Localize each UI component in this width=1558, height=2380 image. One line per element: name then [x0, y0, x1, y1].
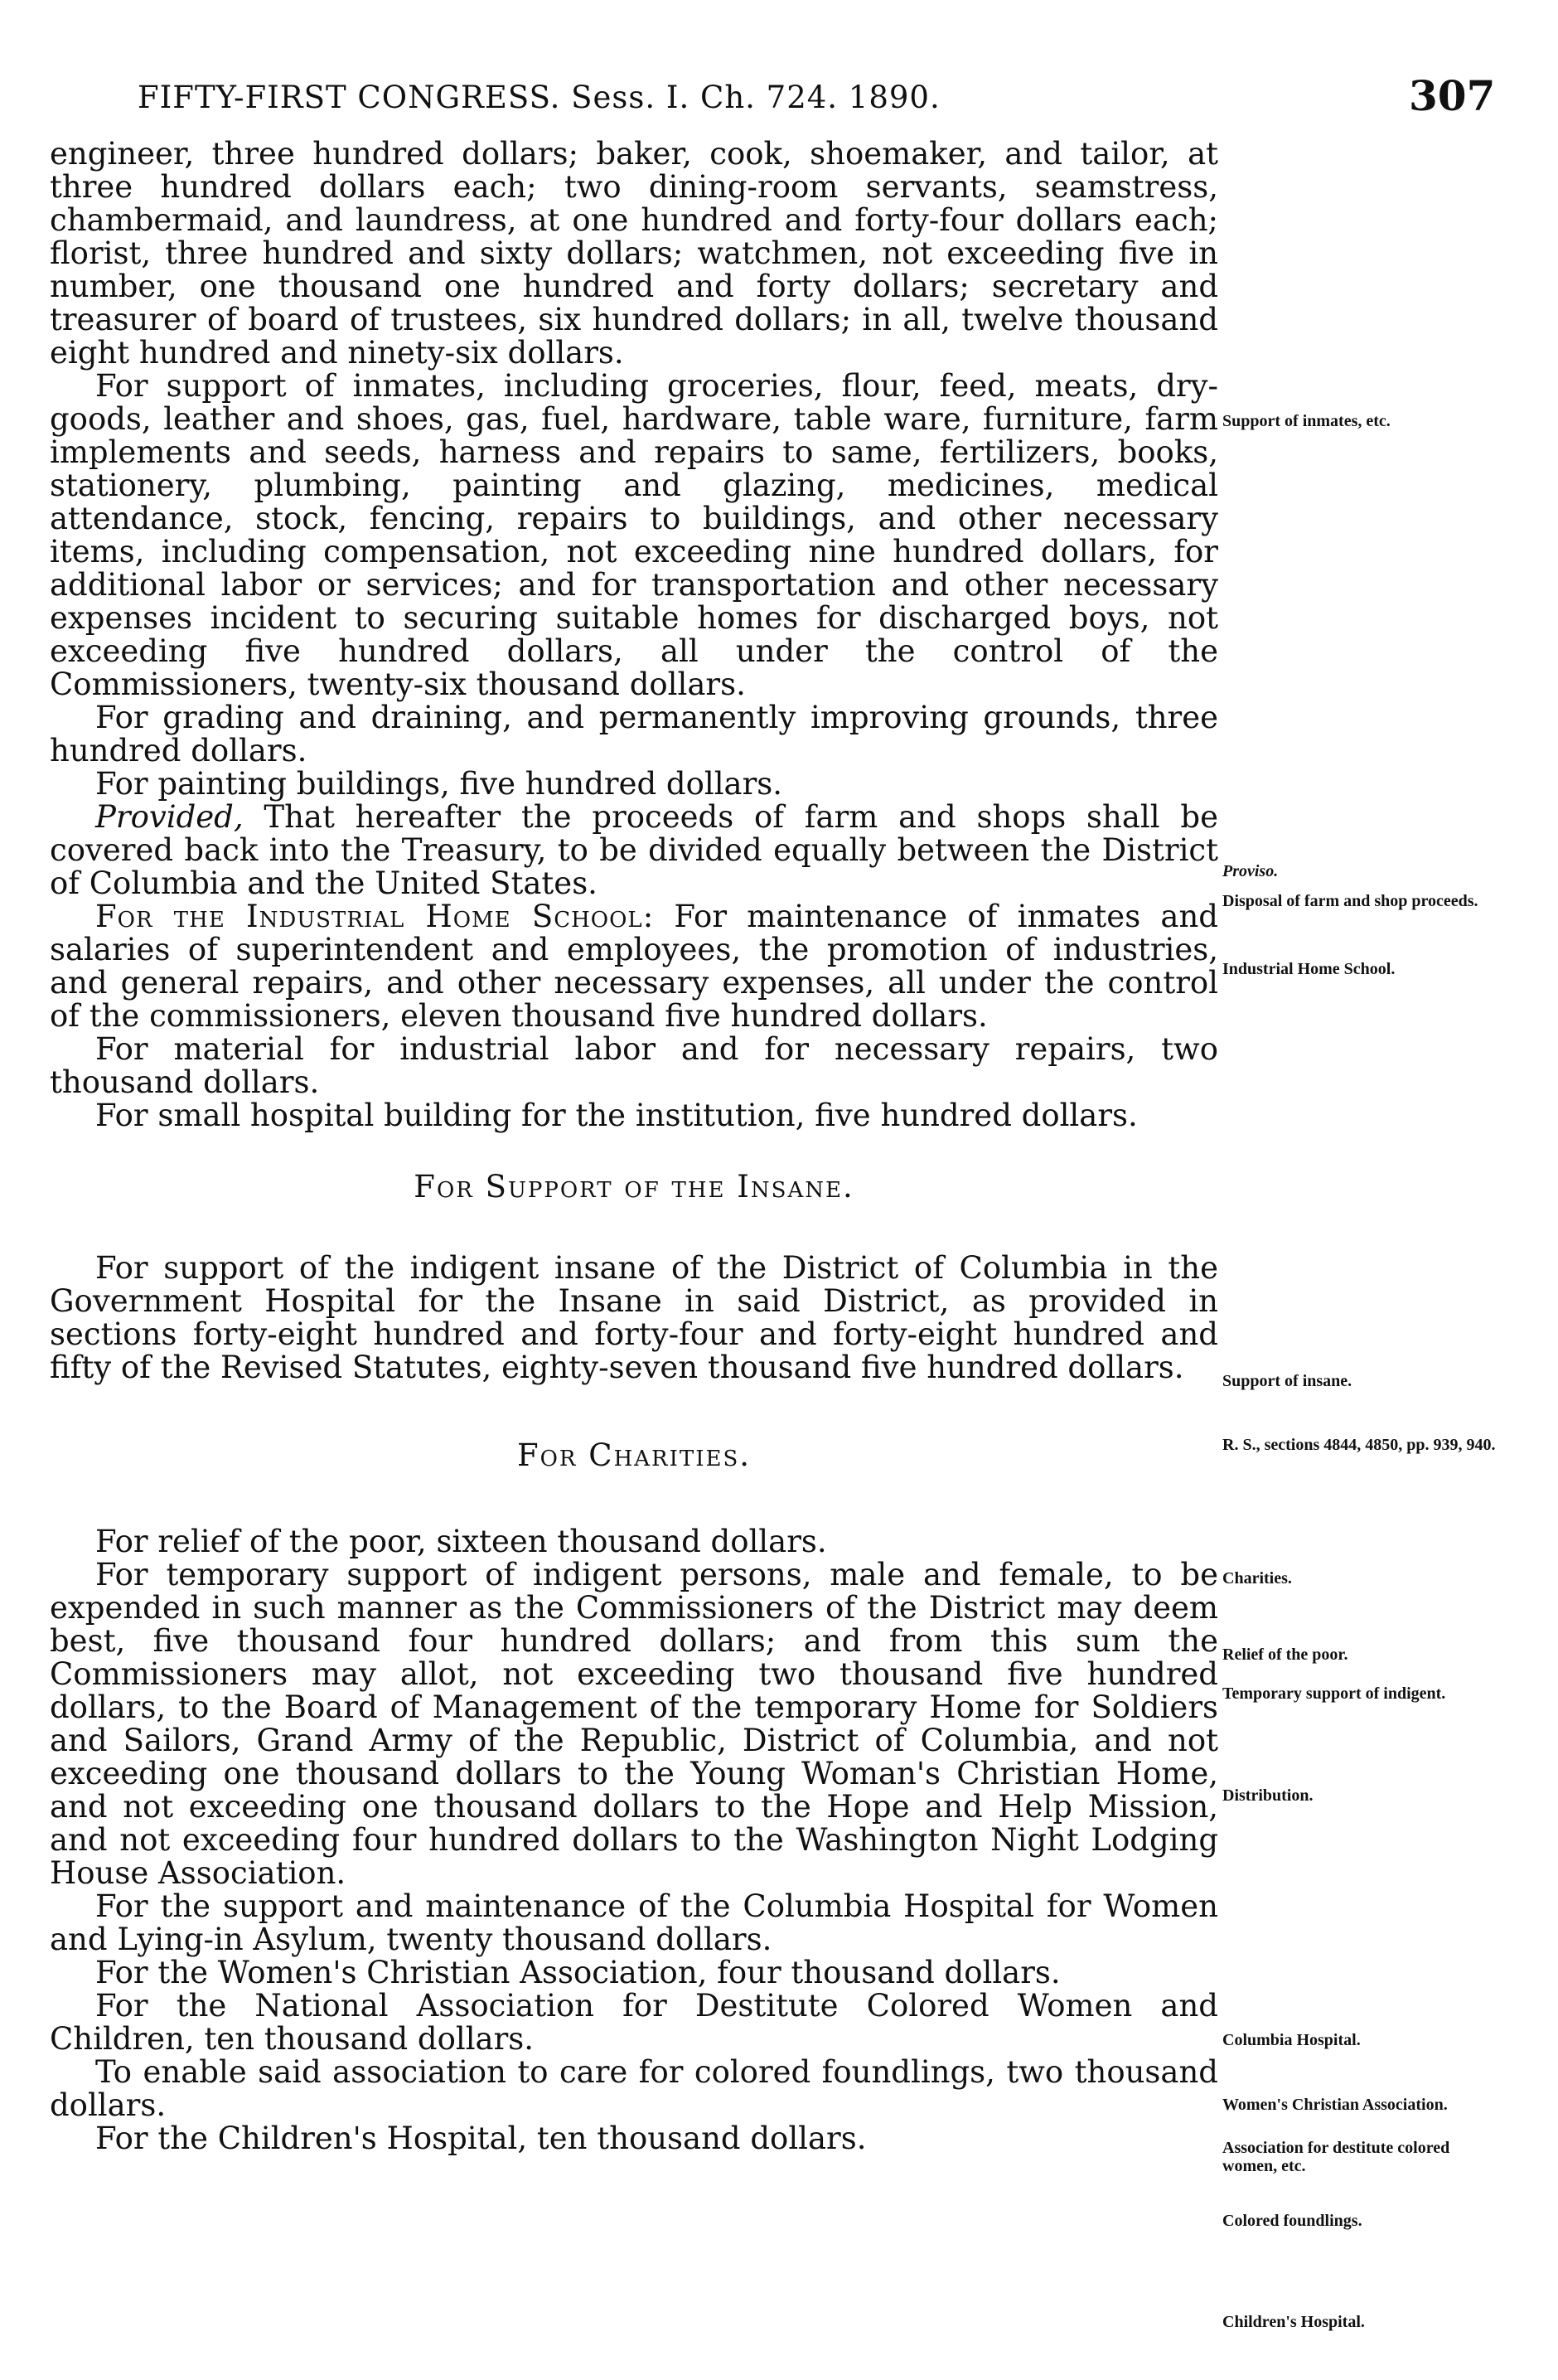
margin-note-destitute-colored-women: Association for destitute colored women, etc.	[1222, 2139, 1450, 2175]
heading-charities: For Charities.	[516, 1437, 752, 1473]
margin-note-distribution: Distribution.	[1222, 1786, 1314, 1805]
paragraph-proviso	[50, 801, 1218, 900]
heading-support-of-insane: For Support of the Insane.	[414, 1169, 854, 1205]
proviso-text: That hereafter the proceeds of farm and shops shall be covered back into the Treasury, to be divided equally between the District of Columbia and the United States.	[50, 799, 1218, 901]
paragraph-childrens-hospital: For the Children's Hospital, ten thousand dollars.	[95, 2121, 867, 2156]
paragraph-staff-salaries: engineer, three hundred dollars; baker, cook, shoemaker, and tailor, at three hundred dollars each; two dining-room servants, seamstress, chambermaid, and laundress, at one hundred and forty-four dollars each; florist, three hundred and sixty dollars; watchmen, not exceeding five in number, one thousand one hundred and forty dollars; secretary and treasurer of board of trustees, six hundred dollars; in all, twelve thousand eight hundred and ninety-six dollars.	[50, 136, 1218, 371]
page-header	[0, 0, 1558, 124]
main-text-column	[50, 138, 1218, 2155]
margin-note-charities: Charities.	[1222, 1569, 1292, 1587]
margin-note-disposal-of-proceeds: Disposal of farm and shop proceeds.	[1222, 892, 1478, 910]
margin-note-relief-of-poor: Relief of the poor.	[1222, 1646, 1348, 1664]
margin-note-support-of-insane: Support of insane.	[1222, 1372, 1352, 1390]
proviso-word: Provided,	[95, 799, 244, 835]
industrial-home-school-lead: For the Industrial Home School:	[95, 899, 655, 934]
margin-note-revised-statutes: R. S., sections 4844, 4850, pp. 939, 940.	[1222, 1436, 1496, 1454]
paragraph-industrial-home-school	[50, 900, 1218, 1033]
paragraph-indigent-insane: For support of the indigent insane of the District of Columbia in the Government Hospital for the Insane in said District, as provided in sections forty-eight hundred and forty-four and forty-eight hundred and fifty of the Revised Statutes, eighty-seven thousand five hundred dollars.	[50, 1250, 1218, 1385]
paragraph-columbia-hospital: For the support and maintenance of the Columbia Hospital for Women and Lying-in Asylum, twenty thousand dollars.	[50, 1888, 1218, 1957]
margin-note-womens-christian-association: Women's Christian Association.	[1222, 2096, 1448, 2114]
paragraph-painting-buildings: For painting buildings, five hundred dollars.	[95, 766, 783, 802]
paragraph-industrial-labor: For material for industrial labor and for necessary repairs, two thousand dollars.	[50, 1031, 1218, 1100]
margin-note-childrens-hospital: Children's Hospital.	[1222, 2313, 1365, 2331]
paragraph-small-hospital: For small hospital building for the institution, five hundred dollars.	[95, 1098, 1138, 1133]
paragraph-destitute-colored-women: For the National Association for Destitute Colored Women and Children, ten thousand dollars.	[50, 1988, 1218, 2057]
margin-note-support-of-inmates: Support of inmates, etc.	[1222, 412, 1391, 430]
paragraph-grading-draining: For grading and draining, and permanently improving grounds, three hundred dollars.	[50, 700, 1218, 768]
margin-note-temporary-support: Temporary support of indigent.	[1222, 1684, 1446, 1703]
paragraph-temporary-support: For temporary support of indigent persons, male and female, to be expended in such manner as the Commissioners of the District may deem best, five thousand four hundred dollars; and from this sum the Commissioners may allot, not exceeding two thousand five hundred dollars, to the Board of Management of the temporary Home for Soldiers and Sailors, Grand Army of the Republic, District of Columbia, and not exceeding one thousand dollars to the Young Woman's Christian Home, and not exceeding one thousand dollars to the Hope and Help Mission, and not exceeding four hundred dollars to the Washington Night Lodging House Association.	[50, 1557, 1218, 1891]
page-number: 307	[1409, 71, 1496, 120]
running-head: FIFTY-FIRST CONGRESS. Sess. I. Ch. 724. 1890.	[138, 80, 941, 115]
margin-note-industrial-home-school: Industrial Home School.	[1222, 960, 1396, 978]
paragraph-relief-of-poor: For relief of the poor, sixteen thousand dollars.	[95, 1524, 827, 1559]
paragraph-womens-christian-association: For the Women's Christian Association, four thousand dollars.	[95, 1955, 1061, 1990]
paragraph-colored-foundlings: To enable said association to care for colored foundlings, two thousand dollars.	[50, 2054, 1218, 2123]
margin-note-columbia-hospital: Columbia Hospital.	[1222, 2031, 1361, 2049]
industrial-home-school-text: For maintenance of inmates and salaries of superintendent and employees, the promotion of industries, and general repairs, and other necessary expenses, all under the control of the commissioners, eleven thousand five hundred dollars.	[50, 899, 1218, 1034]
paragraph-support-of-inmates: For support of inmates, including groceries, flour, feed, meats, dry-goods, leather and shoes, gas, fuel, hardware, table ware, furniture, farm implements and seeds, harness and repairs to same, fertilizers, books, stationery, plumbing, painting and glazing, medicines, medical attendance, stock, fencing, repairs to buildings, and other necessary items, including compensation, not exceeding nine hundred dollars, for additional labor or services; and for transportation and other necessary expenses incident to securing suitable homes for discharged boys, not exceeding five hundred dollars, all under the control of the Commissioners, twenty-six thousand dollars.	[50, 368, 1218, 702]
margin-note-colored-foundlings: Colored foundlings.	[1222, 2212, 1362, 2230]
margin-note-proviso: Proviso.	[1222, 862, 1279, 880]
